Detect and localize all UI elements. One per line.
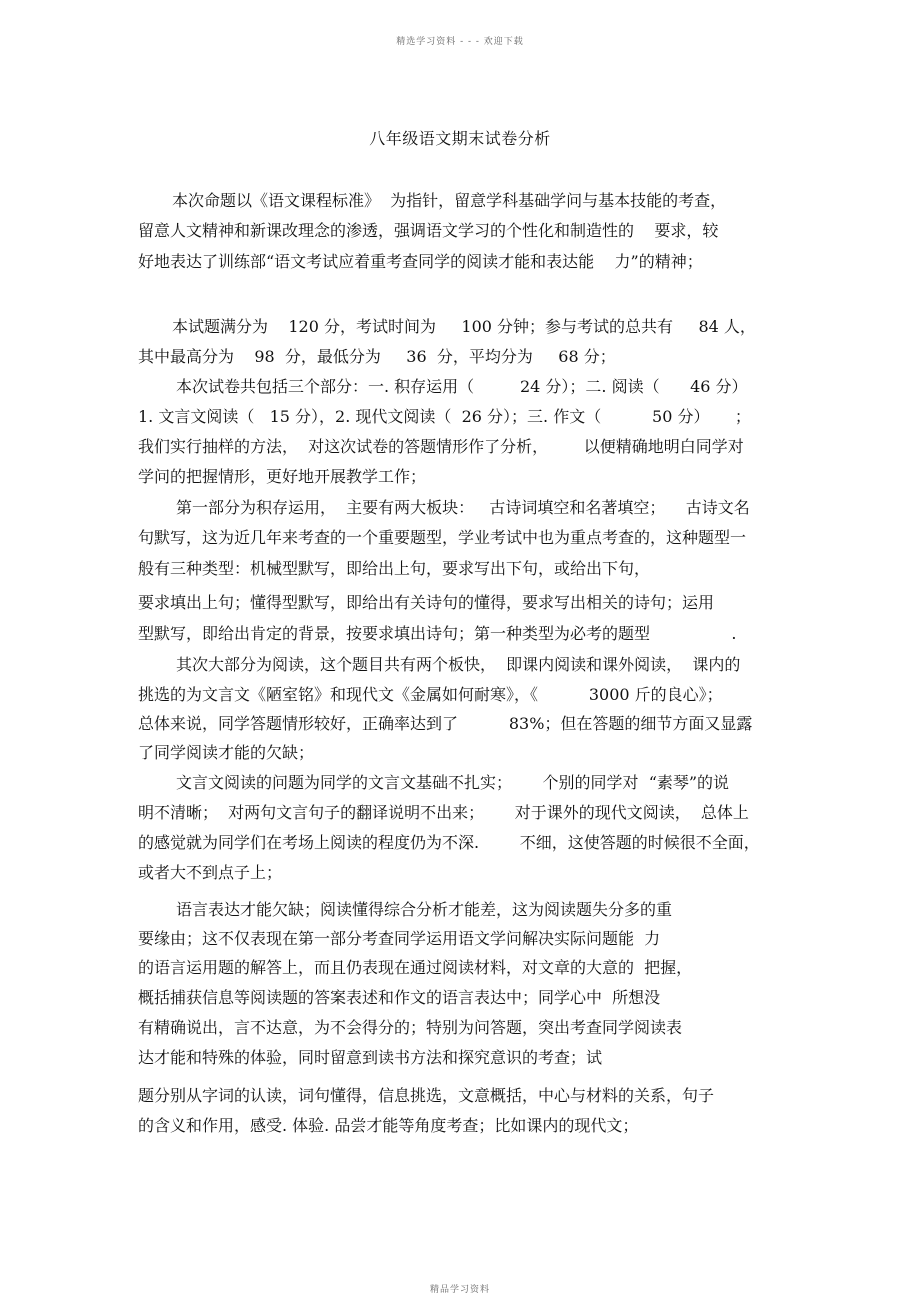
body-line: 其中最高分为 98 分，最低分为 36 分，平均分为 68 分； [138, 347, 616, 366]
body-line: 挑选的为文言文《陋室铭》和现代文《金属如何耐寒》，《 3000 斤的良心》； [138, 685, 723, 704]
body-line: 的语言运用题的解答上，而且仍表现在通过阅读材料，对文章的大意的 把握， [138, 958, 693, 977]
body-line: 要求填出上句；懂得型默写，即给出有关诗句的懂得，要求写出相关的诗句；运用 [138, 593, 715, 612]
body-line: 概括捕获信息等阅读题的答案表述和作文的语言表达中；同学心中 所想没 [138, 988, 661, 1007]
body-line: 本次试卷共包括三个部分：一. 积存运用（ 24 分）；二. 阅读（ 46 分） [176, 377, 748, 396]
body-line: 语言表达才能欠缺；阅读懂得综合分析才能差，这为阅读题失分多的重 [176, 900, 673, 919]
body-line: 好地表达了训练部“语文考试应着重考查同学的阅读才能和表达能 力”的精神； [138, 252, 703, 271]
body-line: 总体来说，同学答题情形较好，正确率达到了 83%；但在答题的细节方面又显露 [138, 714, 753, 733]
page-footer: 精品学习资料 [429, 1285, 490, 1295]
document-title: 八年级语文期末试卷分析 [369, 129, 551, 148]
page-header: 精选学习资料 - - - 欢迎下载 [396, 37, 524, 47]
body-line: 的含义和作用，感受. 体验. 品尝才能等角度考查；比如课内的现代文； [138, 1116, 639, 1135]
body-line: 1. 文言文阅读（ 15 分），2. 现代文阅读（ 26 分）；三. 作文（ 50 分） ； [138, 407, 751, 426]
body-line: 句默写，这为近几年来考查的一个重要题型，学业考试中也为重点考查的，这种题型一 [138, 528, 747, 547]
body-line: 要缘由；这不仅表现在第一部分考查同学运用语文学问解决实际问题能 力 [138, 929, 661, 948]
body-line: 本次命题以《语文课程标准》 为指针，留意学科基础学问与基本技能的考查， [172, 191, 727, 210]
body-line: 本试题满分为 120 分，考试时间为 100 分钟；参与考试的总共有 84 人， [172, 317, 756, 336]
body-line: 般有三种类型：机械型默写，即给出上句，要求写出下句，或给出下句， [138, 559, 651, 578]
body-line: 题分别从字词的认读，词句懂得，信息挑选，文意概括，中心与材料的关系，句子 [138, 1086, 715, 1105]
body-line: 型默写，即给出肯定的背景，按要求填出诗句；第一种类型为必考的题型 . [138, 624, 737, 643]
body-line: 留意人文精神和新课改理念的渗透，强调语文学习的个性化和制造性的 要求，较 [138, 221, 719, 240]
body-line: 文言文阅读的问题为同学的文言文基础不扎实； 个别的同学对 “素琴”的说 [176, 773, 730, 792]
body-line: 其次大部分为阅读，这个题目共有两个板快， 即课内阅读和课外阅读， 课内的 [176, 655, 741, 674]
body-line: 第一部分为积存运用， 主要有两大板块： 古诗词填空和名著填空； 古诗文名 [176, 498, 750, 517]
body-line: 学问的把握情形，更好地开展教学工作； [138, 467, 427, 486]
body-line: 有精确说出，言不达意，为不会得分的；特别为问答题，突出考查同学阅读表 [138, 1018, 683, 1037]
body-line: 明不清晰； 对两句文言句子的翻译说明不出来； 对于课外的现代文阅读， 总体上 [138, 803, 749, 822]
body-line: 的感觉就为同学们在考场上阅读的程度仍为不深. 不细，这使答题的时候很不全面， [138, 833, 760, 852]
body-line: 了同学阅读才能的欠缺； [138, 743, 315, 762]
body-line: 或者大不到点子上； [138, 863, 283, 882]
body-line: 我们实行抽样的方法， 对这次试卷的答题情形作了分析， 以便精确地明白同学对 [138, 437, 744, 456]
body-line: 达才能和特殊的体验，同时留意到读书方法和探究意识的考查；试 [138, 1048, 603, 1067]
